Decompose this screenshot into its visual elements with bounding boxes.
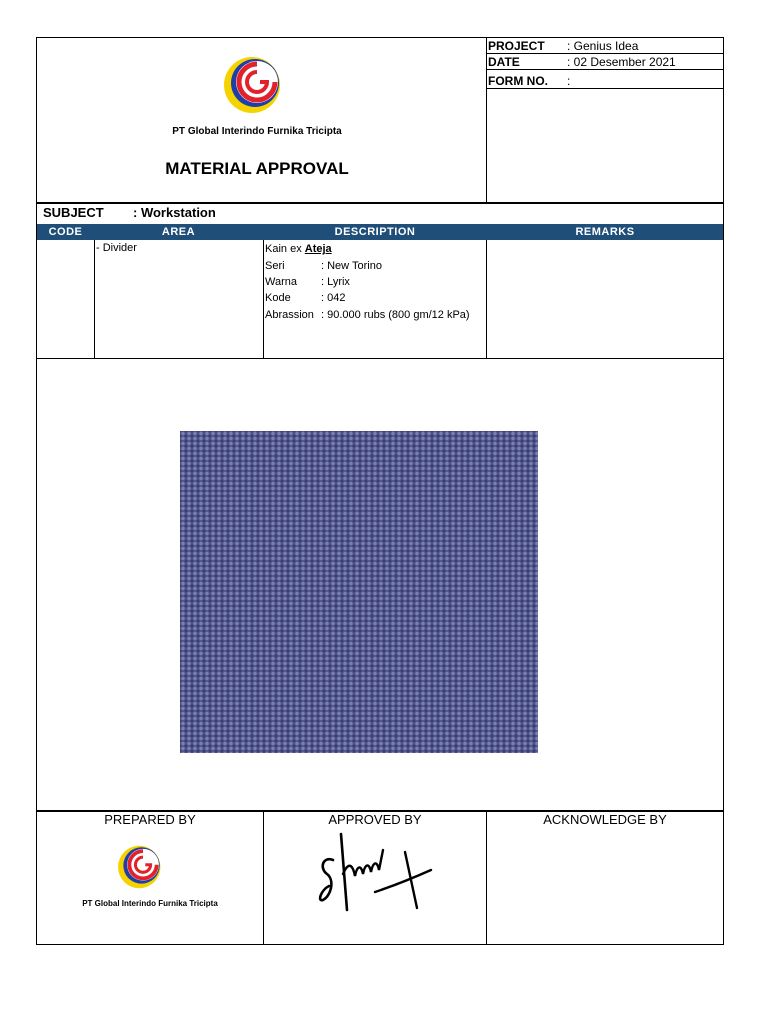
date-value: : 02 Desember 2021 bbox=[567, 55, 676, 69]
header-remarks: REMARKS bbox=[575, 226, 635, 238]
header-area: AREA bbox=[161, 226, 196, 238]
fabric-sample-image bbox=[180, 431, 538, 753]
kain-brand: Ateja bbox=[304, 243, 332, 255]
project-label: PROJECT bbox=[488, 39, 545, 53]
material-approval-form bbox=[36, 37, 724, 945]
form-no-label: FORM NO. bbox=[488, 74, 548, 88]
company-logo-icon bbox=[220, 52, 286, 118]
seri-value: : New Torino bbox=[321, 260, 382, 272]
prepared-by-label: PREPARED BY bbox=[104, 812, 196, 827]
header-description: DESCRIPTION bbox=[334, 226, 416, 238]
abrassion-label: Abrassion bbox=[265, 309, 314, 321]
kode-label: Kode bbox=[265, 292, 291, 304]
warna-label: Warna bbox=[265, 276, 297, 288]
header-code: CODE bbox=[48, 226, 83, 238]
approved-by-label: APPROVED BY bbox=[328, 812, 422, 827]
company-stamp-icon bbox=[115, 842, 165, 892]
acknowledge-by-label: ACKNOWLEDGE BY bbox=[543, 812, 667, 827]
table-header bbox=[37, 224, 723, 240]
form-no-value: : bbox=[567, 74, 571, 88]
approver-signature-icon bbox=[313, 830, 437, 914]
abrassion-value: : 90.000 rubs (800 gm/12 kPa) bbox=[321, 309, 470, 321]
kain-prefix: Kain ex bbox=[265, 243, 305, 255]
description-kain bbox=[265, 243, 332, 255]
date-label: DATE bbox=[488, 55, 520, 69]
area-value: - Divider bbox=[96, 242, 137, 254]
subject-label: SUBJECT bbox=[43, 205, 104, 220]
document-title: MATERIAL APPROVAL bbox=[165, 159, 349, 178]
seri-label: Seri bbox=[265, 260, 285, 272]
subject-value: : Workstation bbox=[133, 205, 216, 220]
project-value: : Genius Idea bbox=[567, 39, 639, 53]
kode-value: : 042 bbox=[321, 292, 346, 304]
stamp-company-name: PT Global Interindo Furnika Tricipta bbox=[82, 899, 218, 908]
company-name: PT Global Interindo Furnika Tricipta bbox=[172, 126, 342, 137]
warna-value: : Lyrix bbox=[321, 276, 350, 288]
